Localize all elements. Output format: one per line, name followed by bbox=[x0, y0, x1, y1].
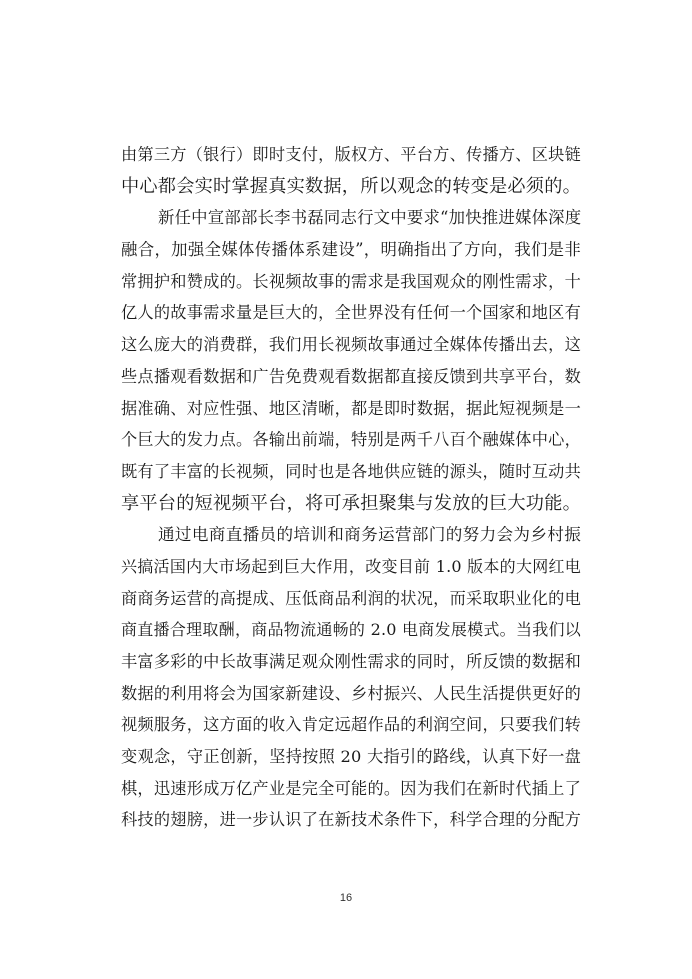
text-line: 棋，迅速形成万亿产业是完全可能的。因为我们在新时代插上了 bbox=[121, 778, 581, 798]
body-text bbox=[121, 139, 581, 836]
text-line: 通过电商直播员的培训和商务运营部门的努力会为乡村振 bbox=[158, 525, 581, 545]
text-line: 变观念，守正创新，坚持按照 20 大指引的路线，认真下好一盘 bbox=[121, 747, 581, 767]
text-line: 视频服务，这方面的收入肯定远超作品的利润空间，只要我们转 bbox=[121, 715, 581, 735]
text-line: 由第三方（银行）即时支付，版权方、平台方、传播方、区块链 bbox=[121, 145, 581, 164]
text-line: 丰富多彩的中长故事满足观众刚性需求的同时，所反馈的数据和 bbox=[121, 652, 581, 671]
text-line: 中心都会实时掌握真实数据，所以观念的转变是必须的。 bbox=[121, 175, 581, 197]
text-line: 新任中宣部部长李书磊同志行文中要求“加快推进媒体深度 bbox=[158, 208, 581, 228]
text-line: 个巨大的发力点。各输出前端，特别是两千八百个融媒体中心， bbox=[121, 430, 581, 450]
text-line: 这么庞大的消费群，我们用长视频故事通过全媒体传播出去，这 bbox=[121, 335, 581, 355]
text-line: 科技的翅膀，进一步认识了在新技术条件下，科学合理的分配方 bbox=[121, 810, 581, 830]
text-line: 商商务运营的高提成、压低商品利润的状况，而采取职业化的电 bbox=[121, 588, 581, 608]
text-line: 亿人的故事需求量是巨大的，全世界没有任何一个国家和地区有 bbox=[121, 303, 581, 323]
text-line: 据准确、对应性强、地区清晰，都是即时数据，据此短视频是一 bbox=[121, 398, 581, 418]
text-line: 数据的利用将会为国家新建设、乡村振兴、人民生活提供更好的 bbox=[121, 683, 581, 703]
page-number: 16 bbox=[339, 892, 353, 904]
text-line: 享平台的短视频平台，将可承担聚集与发放的巨大功能。 bbox=[121, 492, 581, 514]
text-line: 商直播合理取酬，商品物流通畅的 2.0 电商发展模式。当我们以 bbox=[121, 620, 581, 640]
text-line: 兴搞活国内大市场起到巨大作用，改变目前 1.0 版本的大网红电 bbox=[121, 556, 581, 576]
text-line: 常拥护和赞成的。长视频故事的需求是我国观众的刚性需求，十 bbox=[121, 271, 581, 291]
text-line: 些点播观看数据和广告免费观看数据都直接反馈到共享平台，数 bbox=[121, 366, 581, 386]
text-line: 既有了丰富的长视频，同时也是各地供应链的源头，随时互动共 bbox=[121, 461, 581, 481]
text-line: 融合，加强全媒体传播体系建设”，明确指出了方向，我们是非 bbox=[121, 240, 581, 260]
